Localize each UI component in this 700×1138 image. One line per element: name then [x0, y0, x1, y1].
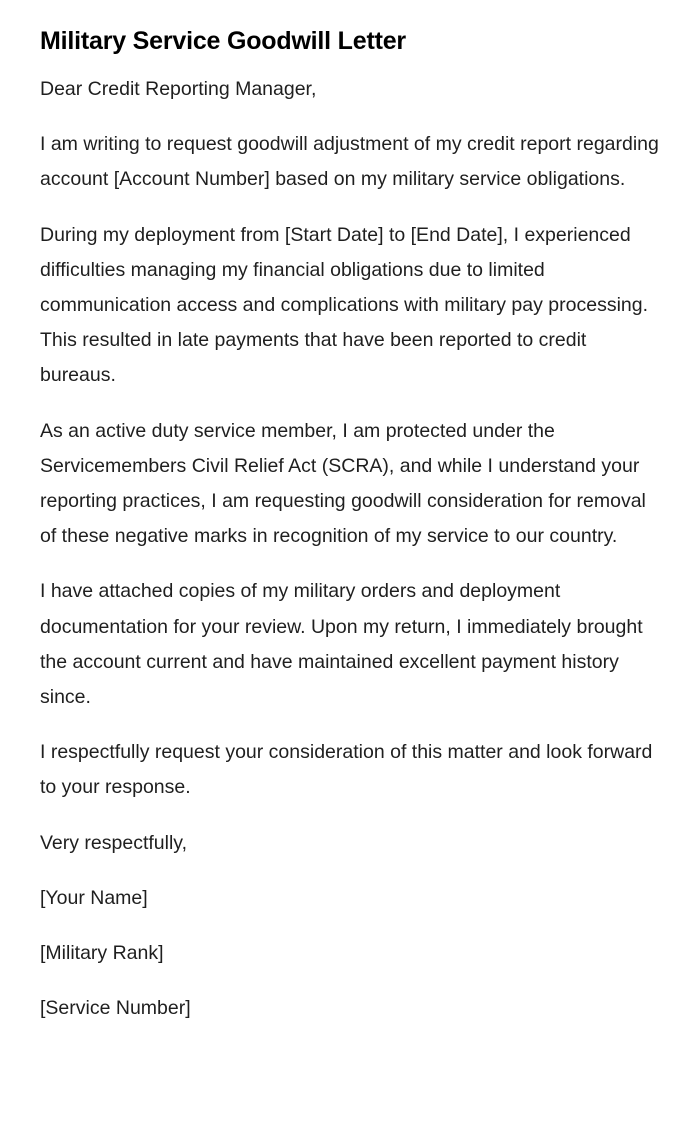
body-paragraph-2: During my deployment from [Start Date] to [End Date], I experienced difficulties managing my financial obligations due to limited communication access and complications with military pay processing. This resulted in late payments that have been reported to credit bureaus. [40, 223, 649, 387]
body-paragraph-1: I am writing to request goodwill adjustment of my credit report regarding account [Account Number] based on my military service obligations. [40, 133, 659, 191]
body-paragraph-5: I respectfully request your consideration of this matter and look forward to your response. [40, 741, 653, 799]
salutation: Dear Credit Reporting Manager, [40, 78, 317, 100]
body-paragraph-3: As an active duty service member, I am protected under the Servicemembers Civil Relief Act (SCRA), and while I understand your reporting practices, I am requesting goodwill consideration for removal of these negative marks in recognition of my service to our country. [40, 419, 646, 548]
letter-title: Military Service Goodwill Letter [40, 27, 406, 55]
closing: Very respectfully, [40, 831, 188, 854]
signature-name: [Your Name] [40, 886, 148, 909]
signature-service-number: [Service Number] [40, 997, 191, 1020]
signature-rank: [Military Rank] [40, 942, 164, 965]
body-paragraph-4: I have attached copies of my military orders and deployment documentation for your review. Upon my return, I immediately brought the account current and have maintained excellent payment history since. [40, 580, 643, 709]
